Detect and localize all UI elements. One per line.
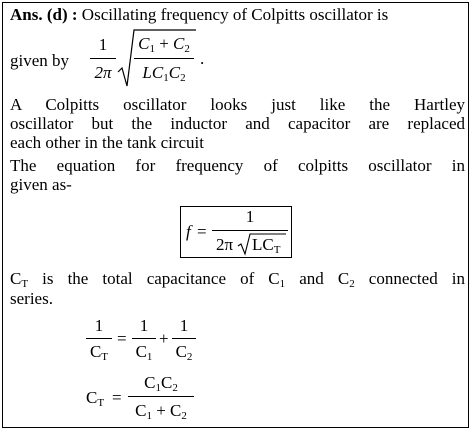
formula-1-radicand-bar: [134, 58, 194, 59]
formula-3-lhs-bar: [86, 338, 112, 339]
formula-2-denominator-prefix: 2π: [216, 235, 234, 254]
given-by-text: given by: [10, 51, 70, 70]
formula-1-bar: [90, 58, 116, 59]
para-3-line-2: series.: [10, 289, 53, 308]
para-2-line-1: The equation for frequency of colpitts oscillator in: [10, 156, 465, 175]
formula-1-numerator: 1: [98, 35, 108, 54]
formula-1-radicand-numerator: $C_1 + C_2$: [138, 34, 190, 55]
formula-4-lhs: $C_T$: [86, 388, 105, 409]
formula-2-radicand: $LC_T$: [252, 235, 281, 256]
answer-label: Ans. (d) :: [10, 5, 78, 24]
formula-1-radicand-denominator: $LC_1C_2$: [142, 63, 186, 84]
formula-3-term-1-bar: [132, 338, 156, 339]
para-1-line-2: oscillator but the inductor and capacitor are replaced: [10, 114, 465, 133]
formula-4-numerator: $C_1C_2$: [144, 373, 178, 394]
formula-3-lhs-denominator: $C_T$: [89, 342, 109, 363]
formula-3-term-1-numerator: 1: [139, 316, 149, 335]
formula-3-equals: =: [117, 329, 127, 348]
formula-3-term-2-numerator: 1: [179, 316, 189, 335]
formula-3-term-1-denominator: $C_1$: [135, 342, 153, 363]
formula-3-term-2-bar: [172, 338, 196, 339]
formula-1-period: .: [200, 49, 205, 68]
formula-4-equals: =: [112, 388, 122, 407]
para-3-line-1: $C_T$ is the total capacitance of $C_1$ and $C_2$ connected in: [10, 269, 465, 290]
formula-4-bar: [128, 396, 194, 397]
formula-4-denominator: $C_1 + C_2$: [135, 401, 187, 422]
formula-2-bar: [212, 230, 288, 231]
formula-3-term-2-denominator: $C_2$: [175, 342, 193, 363]
formula-2-numerator: 1: [245, 207, 255, 226]
formula-3-plus: +: [159, 329, 169, 348]
answer-intro-text: Oscillating frequency of Colpitts oscillator is: [81, 5, 389, 24]
para-1-line-3: each other in the tank circuit: [10, 133, 204, 152]
para-2-line-2: given as-: [10, 175, 72, 194]
para-1-line-1: A Colpitts oscillator looks just like the Hartley: [10, 95, 465, 114]
formula-3-lhs-numerator: 1: [94, 316, 104, 335]
answer-line-1: [10, 6, 388, 24]
formula-2-equals: =: [197, 222, 207, 241]
formula-2-lhs: f: [186, 222, 191, 241]
formula-1-denominator: 2π: [94, 63, 112, 82]
